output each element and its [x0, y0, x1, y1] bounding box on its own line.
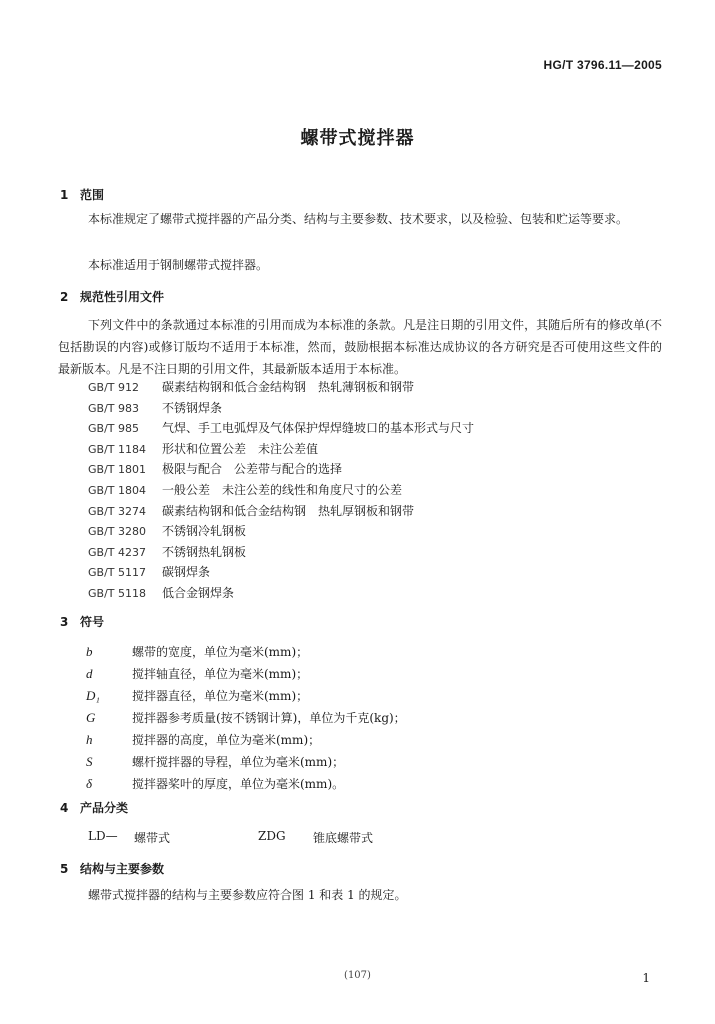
list-item: GB/T 3274 碳素结构钢和低合金结构钢 热轧厚钢板和钢带 [88, 503, 415, 518]
list-item: δ 搅拌器桨叶的厚度，单位为毫米(mm)。 [86, 776, 345, 791]
classification-code-ld: LD— [88, 829, 118, 843]
list-item: GB/T 5117 碳钢焊条 [88, 565, 211, 580]
list-item: GB/T 985 气焊、手工电弧焊及气体保护焊焊缝坡口的基本形式与尺寸 [88, 421, 475, 436]
section-heading-classification: 4 产品分类 [60, 801, 129, 815]
list-item: GB/T 1801 极限与配合 公差带与配合的选择 [88, 462, 343, 477]
list-item: GB/T 5118 低合金钢焊条 [88, 585, 235, 600]
references-intro: 下列文件中的条款通过本标准的引用而成为本标准的条款。凡是注日期的引用文件，其随后所有的修改单(不包括勘误的内容)或修订版均不适用于本标准，然而，鼓励根据本标准达成协议的各方研究是否可使用这些文件的最新版本。凡是不注日期的引用文件，其最新版本适用于本标准。 [58, 318, 662, 376]
section-heading-symbols: 3 符号 [60, 615, 105, 629]
reference-list [88, 378, 474, 605]
list-item: GB/T 4237 不锈钢热轧钢板 [88, 544, 247, 559]
list-item: GB/T 912 碳素结构钢和低合金结构钢 热轧薄钢板和钢带 [88, 380, 415, 394]
list-item: G 搅拌器参考质量(按不锈钢计算)，单位为千克(kg)； [86, 710, 406, 725]
classification-name-zdg: 锥底螺带式 [313, 831, 374, 845]
footer-page-code: (107) [344, 970, 371, 981]
section-heading-references: 2 规范性引用文件 [60, 290, 165, 304]
section-heading-structure: 5 结构与主要参数 [60, 862, 165, 876]
symbol-list [86, 643, 406, 797]
list-item: GB/T 983 不锈钢焊条 [88, 400, 223, 415]
list-item: h 搅拌器的高度，单位为毫米(mm)； [86, 732, 321, 747]
structure-paragraph: 螺带式搅拌器的结构与主要参数应符合图 1 和表 1 的规定。 [88, 888, 407, 902]
classification-name-ld: 螺带式 [134, 831, 171, 845]
scope-paragraph-2: 本标准适用于钢制螺带式搅拌器。 [88, 258, 269, 272]
standard-code: HG/T 3796.11—2005 [543, 58, 662, 72]
list-item: d 搅拌轴直径，单位为毫米(mm)； [86, 666, 309, 681]
list-item: GB/T 1804 一般公差 未注公差的线性和角度尺寸的公差 [88, 482, 403, 497]
list-item: S 螺杆搅拌器的导程，单位为毫米(mm)； [86, 754, 345, 769]
page-number: 1 [642, 971, 650, 985]
list-item: b 螺带的宽度，单位为毫米(mm)； [86, 644, 309, 659]
classification-code-zdg: ZDG [258, 829, 286, 843]
list-item: D₁ 搅拌器直径，单位为毫米(mm)； [86, 688, 309, 703]
section-heading-scope: 1 范围 [60, 188, 105, 202]
document-title: 螺带式搅拌器 [300, 128, 415, 149]
list-item: GB/T 3280 不锈钢冷轧钢板 [88, 524, 247, 539]
list-item: GB/T 1184 形状和位置公差 未注公差值 [88, 441, 319, 456]
scope-paragraph-1: 本标准规定了螺带式搅拌器的产品分类、结构与主要参数、技术要求，以及检验、包装和贮运等要求。 [88, 212, 629, 226]
